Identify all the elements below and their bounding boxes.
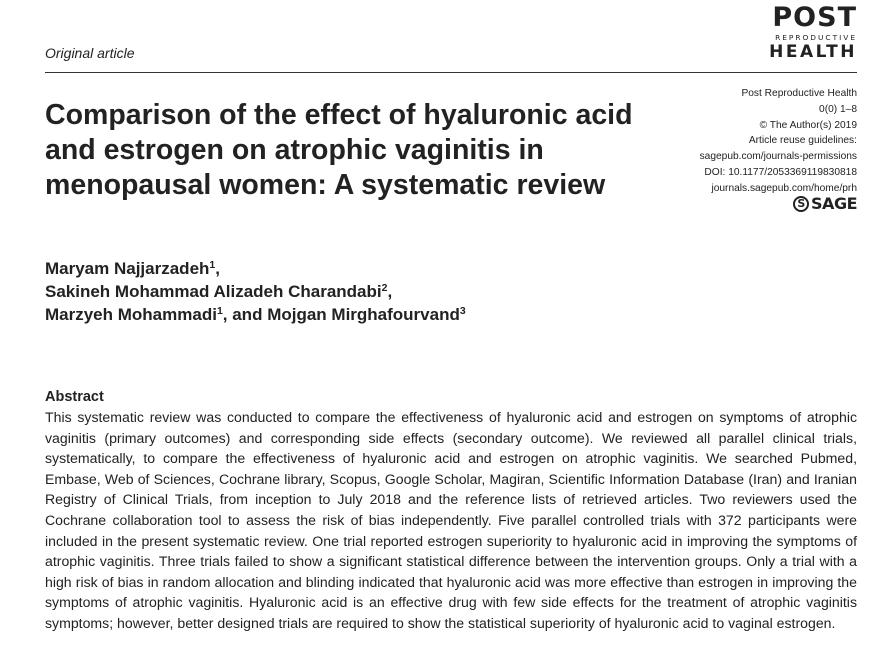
abstract-heading: Abstract — [45, 389, 104, 405]
publisher-logo — [793, 194, 857, 213]
sage-s-icon: S — [793, 196, 809, 212]
publication-meta — [637, 86, 857, 197]
header-divider — [45, 72, 857, 73]
logo-word-reproductive: REPRODUCTIVE — [775, 33, 857, 42]
abstract-text: This systematic review was conducted to compare the effectiveness of hyaluronic acid and estrogen on symptoms of atrophic vaginitis (primary outcomes) and corresponding side effects (secondary outcome). We reviewed all parallel clinical trials, systematically, to compare the effectiveness of hyaluronic acid and estrogen on atrophic vaginitis. We searched Pubmed, Embase, Web of Sciences, Cochrane library, Scopus, Google Scholar, Magiran, Scientific Information Database (Iran) and Iranian Registry of Clinical Trials, from inception to July 2018 and the reference lists of retrieved articles. Two reviewers used the Cochrane collaboration tool to assess the risk of bias independently. Five parallel controlled trials with 372 participants were included in the present systematic review. One trial reported estrogen superiority to hyaluronic acid in improving the symptoms of atrophic vaginitis. Three trials failed to show a significant statistical difference between the intervention groups. Only a trial with a high risk of bias in random allocation and blinding indicated that hyaluronic acid was more effective than estrogen in improving the symptoms of atrophic vaginitis. Hyaluronic acid is an effective drug with few side effects for the treatment of atrophic vaginitis symptoms; however, better designed trials are required to show the statistical superiority of hyaluronic acid to vaginal estrogen. — [45, 409, 857, 631]
affiliation-marker: 1 — [216, 305, 223, 317]
author-separator: , and — [222, 305, 268, 324]
author-name[interactable]: Maryam Najjarzadeh — [45, 259, 210, 278]
affiliation-marker: 1 — [209, 259, 216, 271]
author-name[interactable]: Sakineh Mohammad Alizadeh Charandabi — [45, 282, 382, 301]
affiliation-marker: 3 — [459, 305, 466, 317]
journal-name: Post Reproductive Health — [741, 88, 857, 99]
journal-home-link[interactable]: journals.sagepub.com/home/prh — [711, 182, 857, 194]
author-line — [45, 303, 466, 326]
author-name[interactable]: Marzyeh Mohammadi — [45, 305, 217, 324]
author-separator: , — [215, 259, 220, 278]
author-name[interactable]: Mojgan Mirghafourvand — [267, 305, 460, 324]
permissions-link[interactable]: sagepub.com/journals-permissions — [699, 151, 857, 163]
logo-word-post: POST — [772, 2, 857, 33]
publisher-name: SAGE — [811, 194, 857, 213]
author-line — [45, 280, 466, 303]
copyright-notice: © The Author(s) 2019 — [759, 119, 857, 131]
author-list — [45, 257, 466, 326]
article-title: Comparison of the effect of hyaluronic acid and estrogen on atrophic vaginitis in menopausal women: A systematic review — [45, 99, 633, 201]
author-separator: , — [387, 282, 393, 301]
reuse-guidelines-label: Article reuse guidelines: — [748, 135, 857, 147]
journal-logo — [762, 4, 857, 61]
author-line — [45, 257, 466, 280]
affiliation-marker: 2 — [381, 282, 388, 294]
logo-word-health: HEALTH — [769, 42, 857, 62]
doi-link[interactable]: DOI: 10.1177/2053369119830818 — [704, 166, 857, 178]
volume-pages: 0(0) 1–8 — [819, 103, 857, 115]
article-type-label: Original article — [45, 45, 135, 61]
